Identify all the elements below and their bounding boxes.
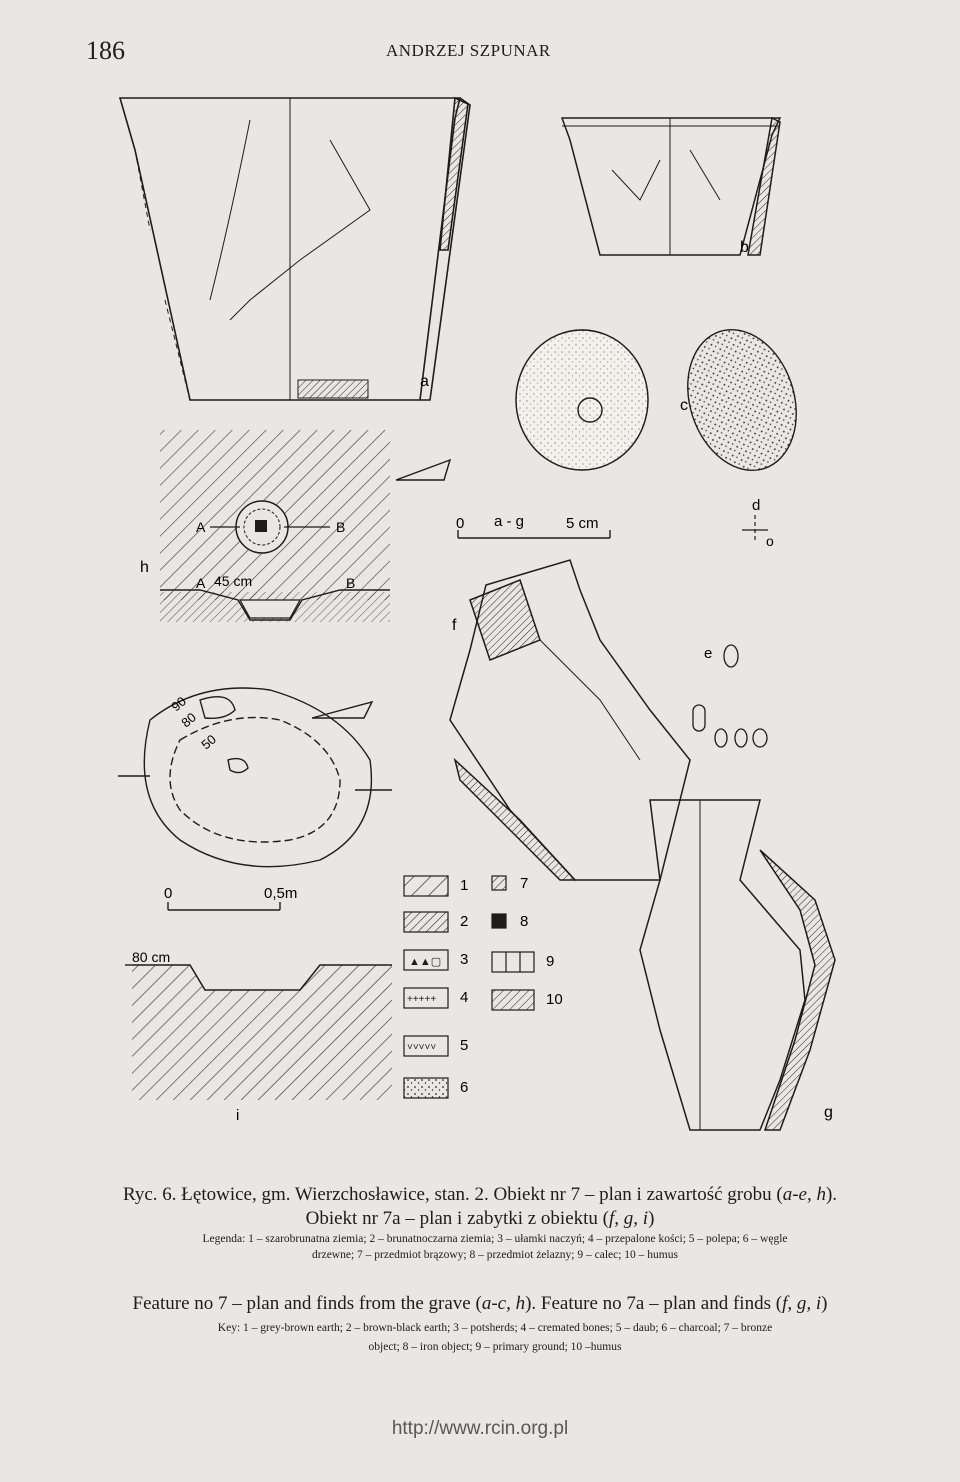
legend-swatch-6 [404,1078,448,1098]
section-i [125,965,392,1100]
depth-45: 45 cm [214,573,253,589]
footer-url[interactable]: http://www.rcin.org.pl [391,1418,569,1439]
label-e: e [704,645,713,662]
legend-num-1: 1 [460,877,469,894]
legend-num-6: 6 [460,1079,469,1096]
plan-i [118,688,392,867]
label-i: i [236,1107,240,1124]
caption-line-2-prefix: Obiekt nr 7a – plan i zabytki z obiektu ( [305,1208,609,1229]
legend-num-8: 8 [520,913,529,930]
label-d-o: o [766,533,774,549]
caption-line-1-italic: a-e, h [782,1184,826,1205]
key-en-line-2: object; 8 – iron object; 9 – primary ground; 10 –humus [368,1341,622,1353]
scale-small-five: 5 cm [566,515,599,532]
legend-num-10: 10 [546,991,563,1008]
legend-num-5: 5 [460,1037,469,1054]
legend-swatch-10 [492,990,534,1010]
legend-num-3: 3 [460,951,469,968]
key-en [95,1319,895,1357]
section-b2-label: B [346,575,356,591]
section-b-label: B [336,519,346,535]
caption-en-italic-1: a-c, h [481,1293,526,1314]
page-number: 186 [86,36,125,65]
label-b: b [740,239,749,256]
svg-text:▲▲▢: ▲▲▢ [409,956,442,968]
contour-80: 80 [178,709,200,731]
depth-80: 80 cm [132,949,171,965]
legend-swatch-2 [404,912,448,932]
legend-swatch-1 [404,876,448,896]
caption-en-mid: ). Feature no 7a – plan and finds ( [525,1293,783,1314]
vessel-b [562,118,780,255]
legend-keys [404,876,534,1098]
object-d [742,515,768,540]
caption-line-2-italic: f, g, i [609,1208,649,1229]
caption-en-italic-2: f, g, i [782,1293,822,1314]
caption-line-1-prefix: Ryc. 6. Łętowice, gm. Wierzchosławice, stan. 2. Obiekt nr 7 – plan i zawartość grobu ( [122,1184,783,1205]
caption-line-2-suffix: ) [648,1208,655,1229]
caption-line-2 [0,1207,960,1231]
caption-en [0,1293,960,1315]
legend-num-4: 4 [460,989,469,1006]
plan-h [160,430,390,622]
contour-90: 90 [168,693,190,715]
running-head: ANDRZEJ SZPUNAR [386,41,551,60]
label-h: h [140,559,149,576]
legend-num-7: 7 [520,875,529,892]
legend-pl-line-2: drzewne; 7 – przedmiot brązowy; 8 – przedmiot żelazny; 9 – calec; 10 – humus [312,1249,678,1261]
caption-line-1 [0,1183,960,1207]
svg-text:˅˅˅˅˅: ˅˅˅˅˅ [407,1042,437,1053]
scale-large-zero: 0 [164,885,173,902]
section-a-label: A [196,519,206,535]
caption-en-suffix: ) [821,1293,828,1314]
section-a2-label: A [196,575,206,591]
label-d: d [752,497,761,514]
caption-en-prefix: Feature no 7 – plan and finds from the grave ( [132,1293,482,1314]
legend-num-9: 9 [546,953,555,970]
legend-num-2: 2 [460,913,469,930]
label-c: c [680,397,688,414]
label-g: g [824,1104,833,1121]
key-en-line-1: Key: 1 – grey-brown earth; 2 – brown-black earth; 3 – potsherds; 4 – cremated bones; 5 – daub; 6 – charcoal; 7 – bronze [217,1322,773,1334]
legend-swatch-7 [492,876,506,890]
label-a: a [420,373,429,390]
vessel-a [120,98,470,400]
scale-large-05: 0,5m [264,885,298,902]
caption-line-1-suffix: ). [825,1184,838,1205]
scale-small-zero: 0 [456,515,465,532]
scale-small-range: a - g [494,513,525,530]
label-f: f [452,617,457,634]
vessel-g [640,800,835,1130]
svg-text:+++++: +++++ [407,994,437,1005]
legend-swatch-8 [492,914,506,928]
legend-pl-line-1: Legenda: 1 – szarobrunatna ziemia; 2 – brunatnoczarna ziemia; 3 – ułamki naczyń; 4 – przepalone kości; 5 – polepa; 6 – węgle [202,1233,788,1245]
contour-50: 50 [198,731,220,753]
scale-bar-large [168,902,280,910]
legend-swatch-9 [492,952,534,972]
object-c [516,315,814,484]
